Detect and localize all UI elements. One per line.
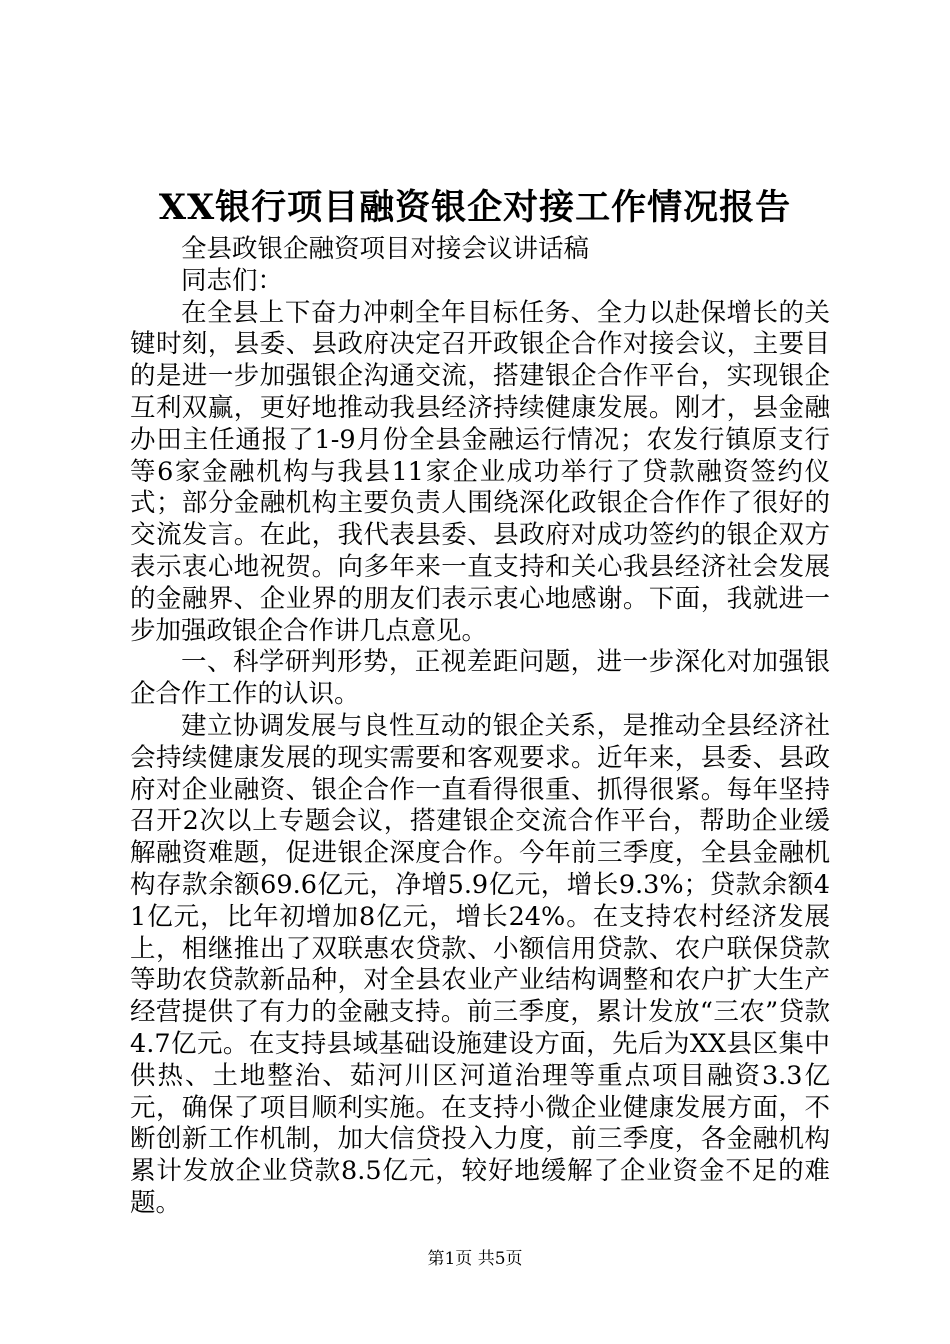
- section-heading-1: 一、科学研判形势，正视差距问题，进一步深化对加强银企合作工作的认识。: [130, 647, 830, 710]
- document-title: XX银行项目融资银企对接工作情况报告: [158, 187, 792, 228]
- body-paragraph-achievements: 建立协调发展与良性互动的银企关系，是推动全县经济社会持续健康发展的现实需要和客观要求。近年来，县委、县政府对企业融资、银企合作一直看得很重、抓得很紧。每年坚持召开2次以上专题会议，搭建银企交流合作平台，帮助企业缓解融资难题，促进银企深度合作。今年前三季度，全县金融机构存款余额69.6亿元，净增5.9亿元，增长9.3%；贷款余额41亿元，比年初增加8亿元，增长24%。在支持农村经济发展上，相继推出了双联惠农贷款、小额信用贷款、农户联保贷款等助农贷款新品种，对全县农业产业结构调整和农户扩大生产经营提供了有力的金融支持。前三季度，累计发放“三农”贷款4.7亿元。在支持县域基础设施建设方面，先后为XX县区集中供热、土地整治、茹河川区河道治理等重点项目融资3.3亿元，确保了项目顺利实施。在支持小微企业健康发展方面，不断创新工作机制，加大信贷投入力度，前三季度，各金融机构累计发放企业贷款8.5亿元，较好地缓解了企业资金不足的难题。: [130, 710, 830, 1218]
- salutation: 同志们：: [181, 265, 284, 296]
- body-paragraph-intro: 在全县上下奋力冲刺全年目标任务、全力以赴保增长的关键时刻，县委、县政府决定召开政银企合作对接会议，主要目的是进一步加强银企沟通交流，搭建银企合作平台，实现银企互利双赢，更好地推动我县经济持续健康发展。刚才，县金融办田主任通报了1-9月份全县金融运行情况；农发行镇原支行等6家金融机构与我县11家企业成功举行了贷款融资签约仪式；部分金融机构主要负责人围绕深化政银企合作作了很好的交流发言。在此，我代表县委、县政府对成功签约的银企双方表示衷心地祝贺。向多年来一直支持和关心我县经济社会发展的金融界、企业界的朋友们表示衷心地感谢。下面，我就进一步加强政银企合作讲几点意见。: [130, 297, 830, 646]
- speech-subtitle: 全县政银企融资项目对接会议讲话稿: [181, 234, 590, 264]
- page-number: 第1页 共5页: [427, 1249, 523, 1269]
- document-body: [130, 234, 830, 1220]
